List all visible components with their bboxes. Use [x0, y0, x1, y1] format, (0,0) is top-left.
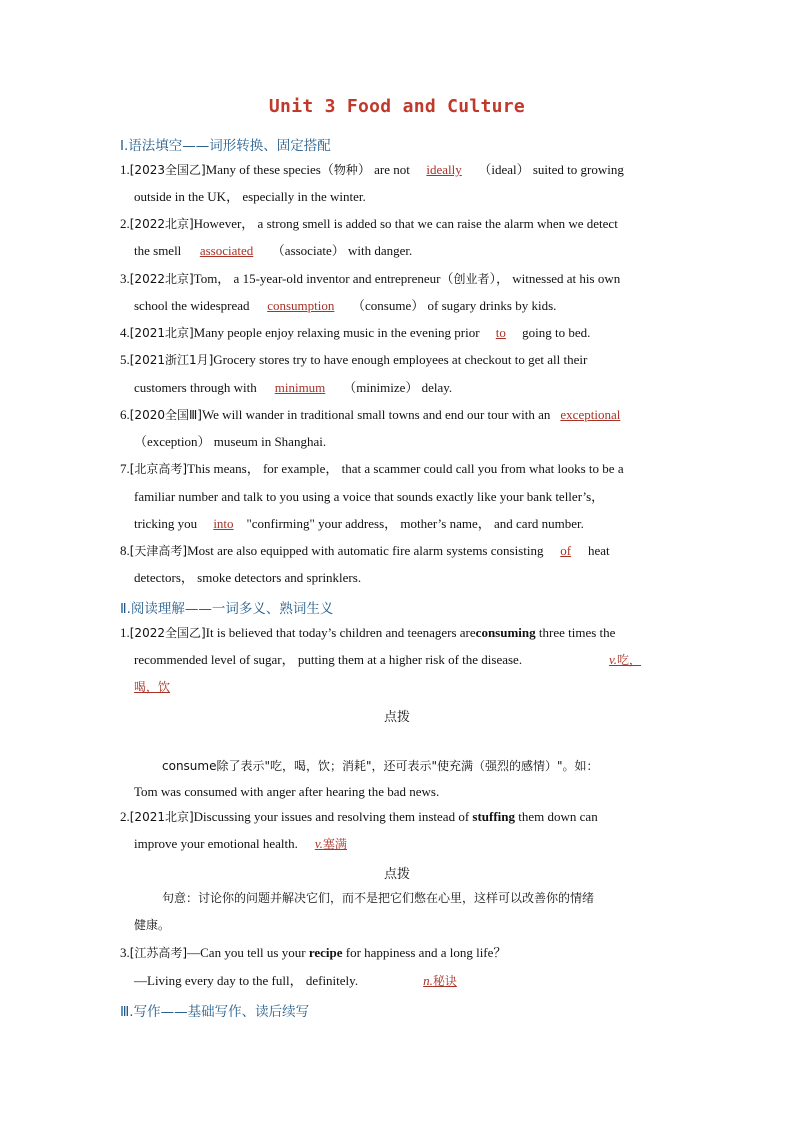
question-4: 4.[2021北京]Many people enjoy relaxing music in the evening prior to going to bed.: [120, 325, 591, 340]
question-7-line-3: tricking you into "confirming" your address， mother’s name， and card number.: [134, 516, 584, 531]
reading-question-1: 1.[2022全国乙]It is believed that today’s children and teenagers areconsuming three times the: [120, 625, 616, 640]
keyword: recipe: [308, 945, 343, 960]
page-title: Unit 3 Food and Culture: [268, 96, 526, 117]
answer-blank: exceptional: [560, 407, 621, 422]
question-7-line-2: familiar number and talk to you using a voice that sounds exactly like your bank teller’s，: [134, 489, 605, 504]
question-8-line-2: detectors， smoke detectors and sprinklers.: [134, 570, 362, 585]
question-3-line-2: school the widespread consumption （consume） of sugary drinks by kids.: [134, 298, 557, 313]
question-2: 2.[2022北京]However， a strong smell is added so that we can raise the alarm when we detect: [120, 216, 618, 231]
tip-text-line-2: 健康。: [134, 918, 171, 932]
question-5: 5.[2021浙江1月]Grocery stores try to have enough employees at checkout to get all their: [120, 352, 588, 367]
answer-blank: v.塞满: [314, 836, 347, 851]
question-1-line-2: outside in the UK， especially in the winter.: [134, 189, 366, 204]
answer-blank: associated: [199, 243, 254, 258]
answer-blank-continued: 喝，饮: [134, 680, 171, 694]
answer-blank: ideally: [426, 162, 462, 177]
question-2-line-2: the smell associated （associate） with danger.: [134, 243, 413, 258]
question-6-line-2: （exception） museum in Shanghai.: [134, 434, 327, 449]
answer-blank: into: [213, 516, 234, 531]
answer-blank: consumption: [267, 298, 335, 313]
tip-example: Tom was consumed with anger after hearing the bad news.: [134, 784, 440, 799]
answer-blank: v.吃，: [608, 652, 642, 667]
reading-question-2-line-2: improve your emotional health. v.塞满: [134, 836, 364, 852]
question-5-line-2: customers through with minimum （minimize） delay.: [134, 380, 453, 395]
answer-blank: n.秘诀: [423, 973, 457, 988]
question-8: 8.[天津高考]Most are also equipped with automatic fire alarm systems consisting of heat: [120, 543, 610, 558]
section-heading-reading: Ⅱ.阅读理解——一词多义、熟词生义: [120, 601, 334, 617]
tip-text: consume除了表示"吃，喝，饮；消耗"，还可表示"使充满（强烈的感情）"。如：: [162, 759, 599, 773]
reading-question-3-line-2: —Living every day to the full， definitely.: [134, 973, 359, 988]
reading-question-1-line-2: recommended level of sugar， putting them at a higher risk of the disease.: [134, 652, 523, 667]
reading-question-2: 2.[2021北京]Discussing your issues and resolving them instead of stuffing them down can: [120, 809, 598, 824]
keyword: stuffing: [472, 809, 516, 824]
answer-blank: to: [495, 325, 506, 340]
section-heading-writing: Ⅲ.写作——基础写作、读后续写: [120, 1004, 310, 1020]
tip-label: 点拨: [383, 710, 410, 725]
keyword: consuming: [475, 625, 536, 640]
reading-question-3: 3.[江苏高考]—Can you tell us your recipe for happiness and a long life？: [120, 945, 507, 960]
question-3: 3.[2022北京]Tom， a 15-year-old inventor and entrepreneur（创业者）， witnessed at his own: [120, 271, 621, 286]
answer-blank: minimum: [274, 380, 326, 395]
tip-label: 点拨: [383, 867, 410, 882]
section-heading-grammar: Ⅰ.语法填空——词形转换、固定搭配: [120, 138, 331, 154]
question-6: 6.[2020全国Ⅲ]We will wander in traditional small towns and end our tour with an exceptional: [120, 407, 630, 423]
tip-text: 句意：讨论你的问题并解决它们，而不是把它们憋在心里，这样可以改善你的情绪: [162, 891, 595, 905]
answer-blank: of: [560, 543, 572, 558]
question-1: 1.[2023全国乙]Many of these species（物种） are not ideally （ideal） suited to growing: [120, 162, 624, 177]
question-7: 7.[北京高考]This means， for example， that a scammer could call you from what looks to be a: [120, 461, 624, 476]
